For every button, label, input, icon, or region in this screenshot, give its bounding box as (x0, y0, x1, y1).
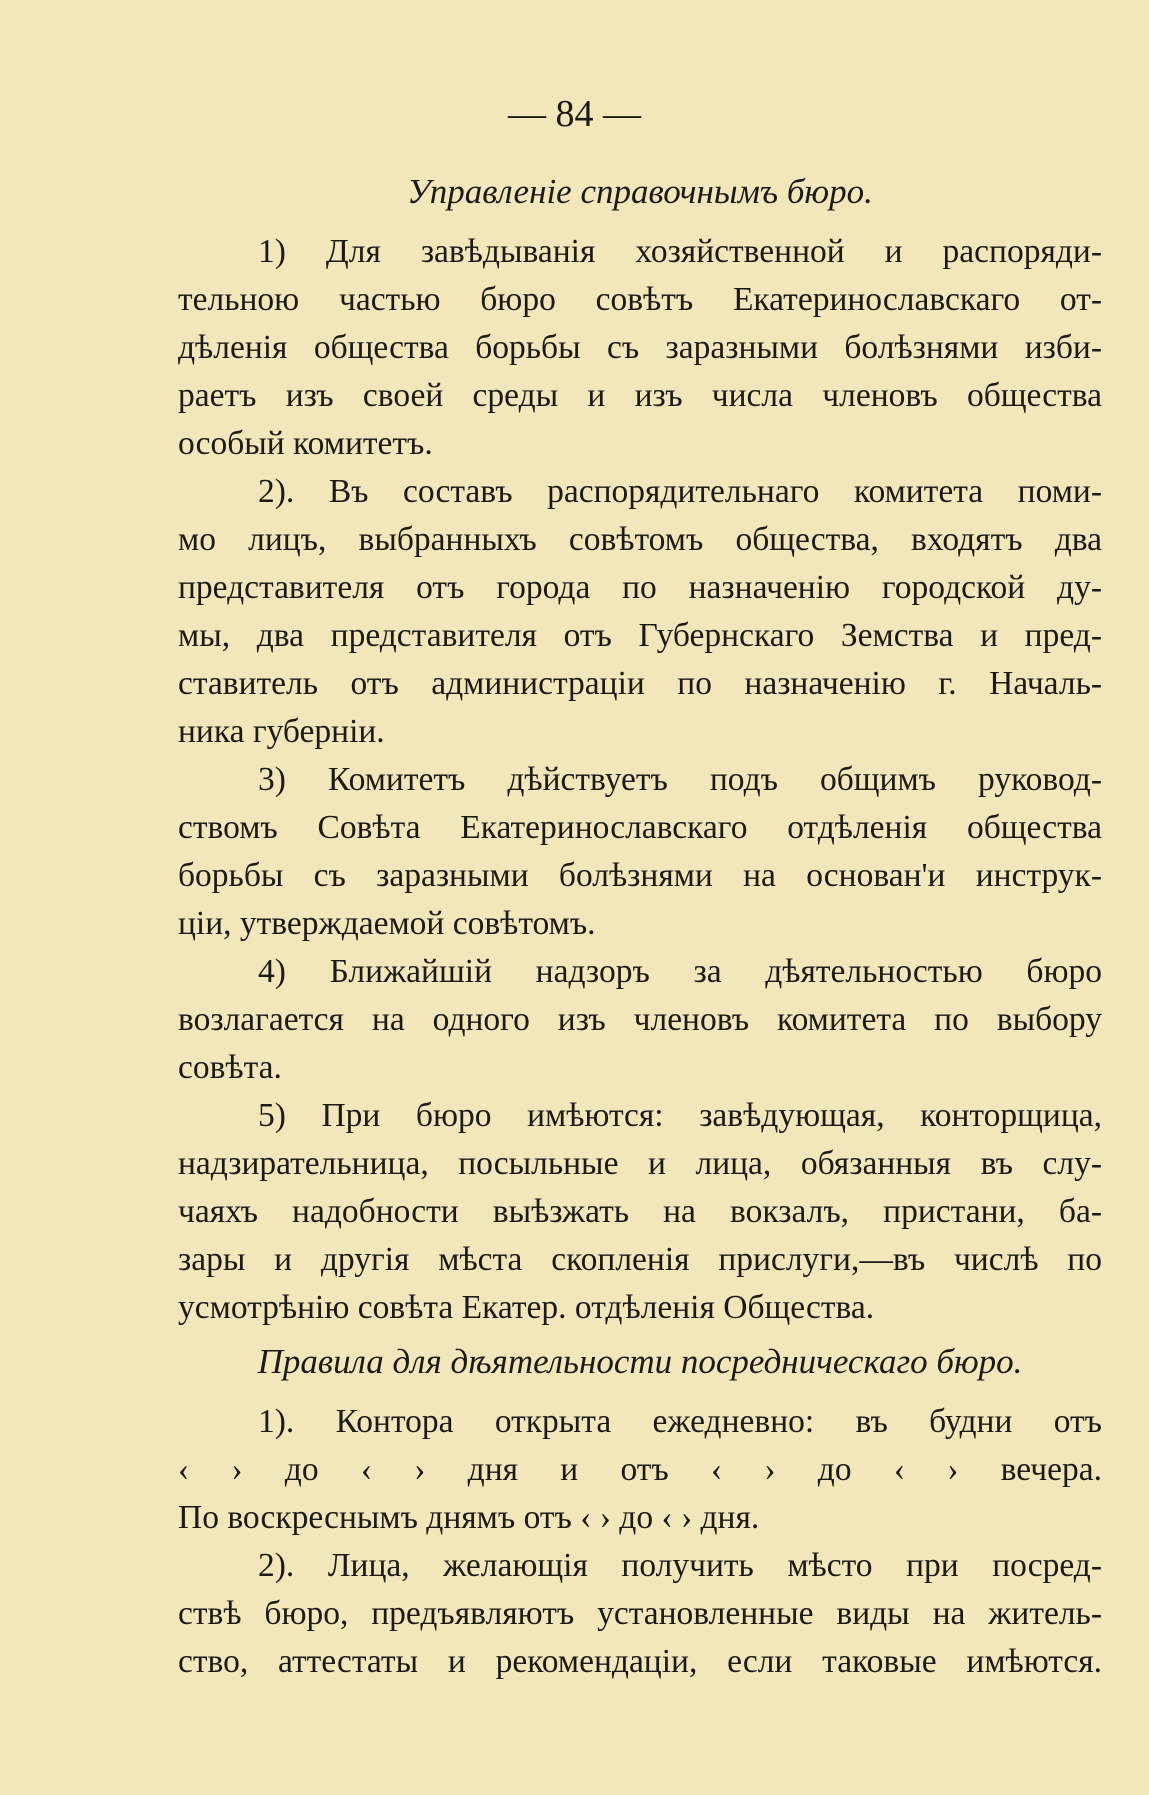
paragraph-line: 4) Ближайшій надзоръ за дѣятельностью бюро (258, 953, 1102, 990)
paragraph-line: чаяхъ надобности выѣзжать на вокзалъ, пристани, ба- (178, 1193, 1102, 1230)
paragraph-line: ство, аттестаты и рекомендаціи, если таковые имѣются. (178, 1643, 1102, 1680)
section-rules (178, 1340, 1102, 1686)
paragraph-line: 2). Лица, желающія получить мѣсто при посред- (258, 1547, 1102, 1584)
paragraph-line: представителя отъ города по назначенію городской ду- (178, 569, 1102, 606)
paragraph-line: 1) Для завѣдыванія хозяйственной и распоряди- (258, 233, 1102, 270)
paragraph-line: ставитель отъ администраціи по назначенію г. Началь- (178, 665, 1102, 702)
paragraph-line: ‹ › до ‹ › дня и отъ ‹ › до ‹ › вечера. (178, 1451, 1102, 1488)
paragraph-line: тельною частью бюро совѣтъ Екатеринославскаго от- (178, 281, 1102, 318)
paragraph-line: дѣленія общества борьбы съ заразными болѣзнями изби- (178, 329, 1102, 366)
paragraph-line: По воскреснымъ днямъ отъ ‹ › до ‹ › дня. (178, 1499, 760, 1536)
paragraph-line: ствѣ бюро, предъявляютъ установленные виды на житель- (178, 1595, 1102, 1632)
section-heading: Правила для дѣятельности посредническаго бюро. (257, 1342, 1023, 1381)
paragraph-line: ствомъ Совѣта Екатеринославскаго отдѣленія общества (178, 809, 1102, 846)
paragraph-line: надзирательница, посыльные и лица, обязанныя въ слу- (178, 1145, 1102, 1182)
paragraph-line: ника губерніи. (178, 713, 385, 750)
paragraph-line: 3) Комитетъ дѣйствуетъ подъ общимъ руковод- (258, 761, 1102, 798)
paragraph-line: мо лицъ, выбранныхъ совѣтомъ общества, входятъ два (178, 521, 1102, 558)
paragraph-line: зары и другія мѣста скопленія прислуги,—въ числѣ по (178, 1241, 1102, 1278)
section-management (178, 170, 1102, 1332)
paragraph-line: 2). Въ составъ распорядительнаго комитета поми- (258, 473, 1102, 510)
section-heading: Управленіе справочнымъ бюро. (407, 172, 873, 211)
paragraph-line: возлагается на одного изъ членовъ комитета по выбору (178, 1001, 1102, 1038)
paragraph-line: усмотрѣнію совѣта Екатер. отдѣленія Общества. (178, 1289, 875, 1326)
paragraph-line: раетъ изъ своей среды и изъ числа членовъ общества (178, 377, 1102, 414)
paragraph-line: 1). Контора открыта ежедневно: въ будни отъ (258, 1403, 1102, 1440)
paragraph-line: ціи, утверждаемой совѣтомъ. (178, 905, 596, 942)
paragraph-line: 5) При бюро имѣются: завѣдующая, конторщица, (258, 1097, 1102, 1134)
paragraph-line: особый комитетъ. (178, 425, 433, 462)
paragraph-line: совѣта. (178, 1049, 282, 1086)
page-number: — 84 — (508, 93, 641, 135)
paragraph-line: мы, два представителя отъ Губернскаго Земства и пред- (178, 617, 1102, 654)
paragraph-line: борьбы съ заразными болѣзнями на основан'и инструк- (178, 857, 1102, 894)
